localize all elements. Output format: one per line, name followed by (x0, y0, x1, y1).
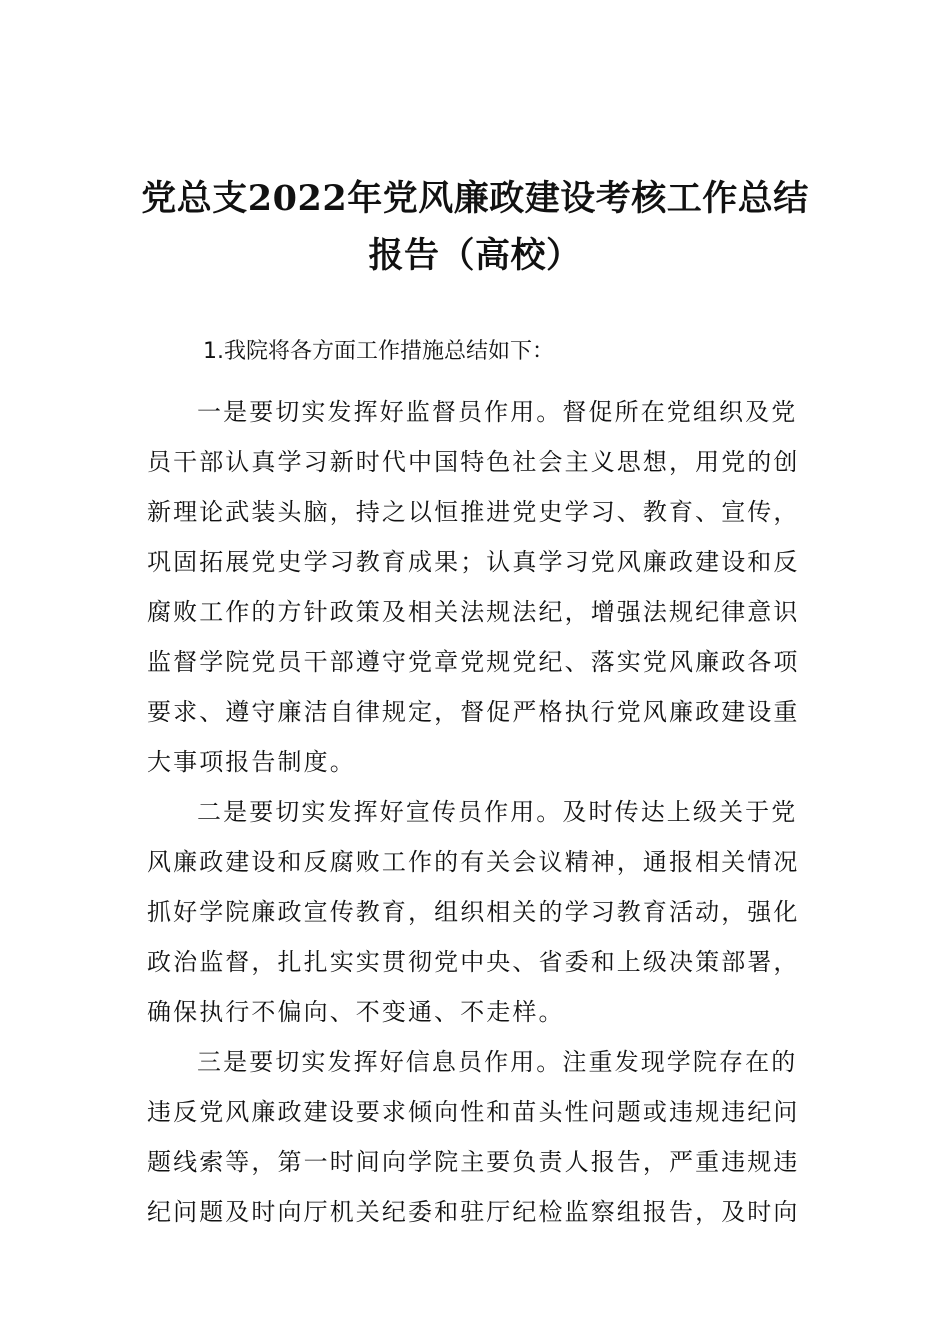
paragraph-line: 三是要切实发挥好信息员作用。注重发现学院存在的 (197, 1048, 798, 1076)
paragraph-line: 风廉政建设和反腐败工作的有关会议精神，通报相关情况 (147, 848, 800, 876)
paragraph-line: 要求、遵守廉洁自律规定，督促严格执行党风廉政建设重 (147, 698, 800, 726)
paragraph-informant (147, 1037, 803, 1237)
paragraph-line: 抓好学院廉政宣传教育，组织相关的学习教育活动，强化 (147, 898, 800, 926)
paragraph-line: 新理论武装头脑，持之以恒推进党史学习、教育、宣传， (147, 498, 800, 526)
paragraph-line: 监督学院党员干部遵守党章党规党纪、落实党风廉政各项 (147, 648, 800, 676)
paragraph-line: 二是要切实发挥好宣传员作用。及时传达上级关于党 (197, 798, 798, 826)
paragraph-line: 纪问题及时向厅机关纪委和驻厅纪检监察组报告，及时向 (147, 1198, 800, 1226)
title-line: 党总支2022年党风廉政建设考核工作总结 (141, 178, 809, 219)
paragraph-line: 题线索等，第一时间向学院主要负责人报告，严重违规违 (147, 1148, 800, 1176)
document-title (140, 170, 810, 284)
section-heading: 1.我院将各方面工作措施总结如下： (203, 339, 554, 364)
paragraph-line: 政治监督，扎扎实实贯彻党中央、省委和上级决策部署， (147, 948, 800, 976)
paragraph-line: 大事项报告制度。 (147, 748, 356, 776)
paragraph-supervisor (147, 387, 803, 787)
paragraph-line: 腐败工作的方针政策及相关法规法纪，增强法规纪律意识 (147, 598, 800, 626)
paragraph-line: 确保执行不偏向、不变通、不走样。 (147, 998, 565, 1026)
document-body (147, 334, 803, 1237)
paragraph-line: 巩固拓展党史学习教育成果；认真学习党风廉政建设和反 (147, 548, 800, 576)
paragraph-line: 员干部认真学习新时代中国特色社会主义思想，用党的创 (147, 448, 800, 476)
paragraph-propagandist (147, 787, 803, 1037)
title-line: 报告（高校） (368, 235, 582, 276)
paragraph-line: 违反党风廉政建设要求倾向性和苗头性问题或违规违纪问 (147, 1098, 800, 1126)
paragraph-line: 一是要切实发挥好监督员作用。督促所在党组织及党 (197, 398, 798, 426)
